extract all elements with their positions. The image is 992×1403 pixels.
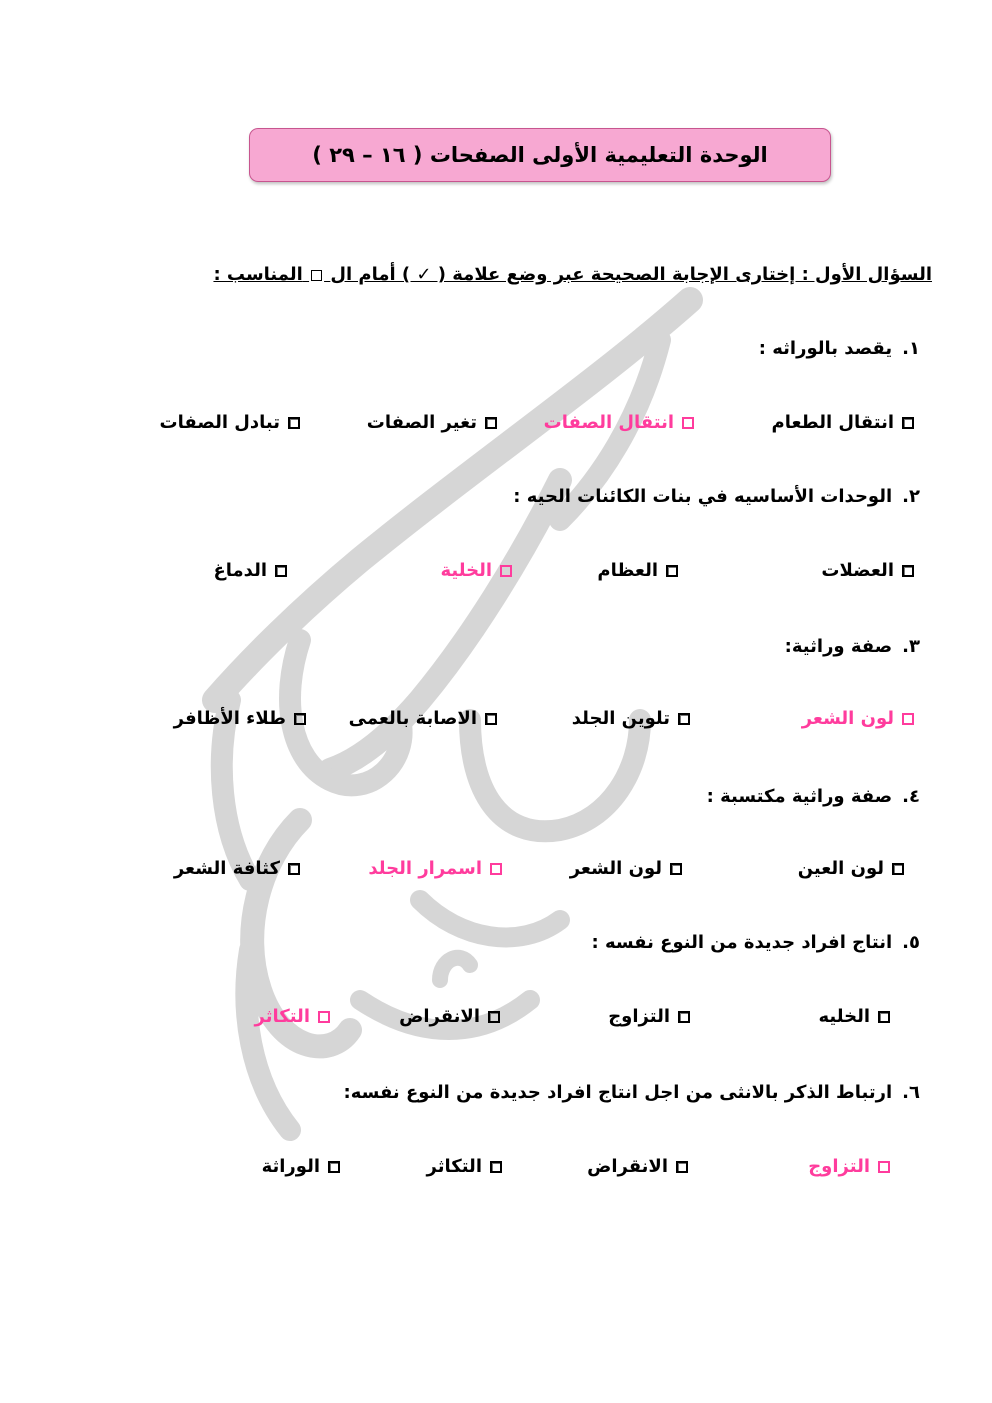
answer-option-label: الخليه	[818, 1006, 870, 1027]
checkbox-icon[interactable]	[902, 713, 914, 725]
answer-option-label: تبادل الصفات	[159, 412, 280, 433]
answer-option-label: التزاوج	[608, 1006, 670, 1027]
checkbox-icon[interactable]	[288, 863, 300, 875]
unit-title-banner	[249, 128, 831, 182]
instruction-text-end: المناسب :	[213, 264, 303, 285]
question-4	[707, 786, 920, 807]
question-instruction	[213, 264, 932, 285]
answer-option[interactable]	[262, 1156, 340, 1177]
answer-option[interactable]	[818, 1006, 890, 1027]
answer-option[interactable]	[802, 708, 914, 729]
checkbox-icon[interactable]	[878, 1011, 890, 1023]
answer-option-label: الوراثة	[261, 1156, 320, 1177]
answer-option-label: تغير الصفات	[366, 412, 477, 433]
question-number: ١.	[902, 338, 920, 359]
checkbox-icon[interactable]	[490, 1161, 502, 1173]
checkbox-icon[interactable]	[485, 713, 497, 725]
checkbox-icon[interactable]	[678, 1011, 690, 1023]
checkbox-icon[interactable]	[878, 1161, 890, 1173]
question-number: ٤.	[902, 786, 920, 807]
answer-option[interactable]	[597, 560, 678, 581]
instruction-text-start: السؤال الأول : إختارى الإجابة الصحيحة عبر وضع علامة ( ✓ ) أمام ال	[330, 264, 932, 285]
answer-option[interactable]	[772, 412, 914, 433]
checkbox-icon[interactable]	[500, 565, 512, 577]
answer-option[interactable]	[399, 1006, 500, 1027]
answer-option-label: طلاء الأظافر	[173, 708, 286, 729]
answer-option[interactable]	[570, 858, 682, 879]
answer-option-label: الانقراض	[587, 1156, 668, 1177]
answer-option-label: التكاثر	[254, 1006, 310, 1027]
question-3	[785, 636, 920, 657]
answer-option-label: الاصابة بالعمى	[348, 708, 477, 729]
checkbox-symbol-icon	[311, 270, 322, 281]
answer-option[interactable]	[440, 560, 512, 581]
answer-option-label: التزاوج	[808, 1156, 870, 1177]
question-text: صفة وراثية:	[784, 636, 893, 657]
checkbox-icon[interactable]	[682, 417, 694, 429]
answer-option[interactable]	[368, 858, 502, 879]
question-number: ٣.	[902, 636, 920, 657]
question-text: صفة وراثية مكتسبة :	[706, 786, 893, 807]
checkbox-icon[interactable]	[678, 713, 690, 725]
answer-option[interactable]	[160, 412, 300, 433]
checkbox-icon[interactable]	[275, 565, 287, 577]
answer-option[interactable]	[808, 1156, 890, 1177]
answer-option[interactable]	[798, 858, 904, 879]
answer-option-label: العظام	[597, 560, 658, 581]
answer-option[interactable]	[367, 412, 497, 433]
question-6	[344, 1082, 920, 1103]
answer-option[interactable]	[427, 1156, 502, 1177]
question-1	[759, 338, 920, 359]
question-text: الوحدات الأساسيه في بنات الكائنات الحيه :	[513, 486, 893, 507]
answer-option[interactable]	[608, 1006, 690, 1027]
checkbox-icon[interactable]	[485, 417, 497, 429]
answer-option-label: العضلات	[821, 560, 894, 581]
checkbox-icon[interactable]	[902, 417, 914, 429]
answer-option[interactable]	[544, 412, 694, 433]
question-text: ارتباط الذكر بالانثى من اجل انتاج افراد جديدة من النوع نفسه:	[343, 1082, 893, 1103]
answer-option-label: التكاثر	[426, 1156, 482, 1177]
unit-title: الوحدة التعليمية الأولى الصفحات ( ١٦ – ٢٩ )	[312, 143, 768, 167]
answer-option-label: الانقراض	[399, 1006, 480, 1027]
question-text: يقصد بالوراثه :	[758, 338, 893, 359]
checkbox-icon[interactable]	[676, 1161, 688, 1173]
answer-option[interactable]	[587, 1156, 688, 1177]
checkbox-icon[interactable]	[902, 565, 914, 577]
answer-option-label: انتقال الصفات	[543, 412, 674, 433]
checkbox-icon[interactable]	[294, 713, 306, 725]
question-number: ٢.	[902, 486, 920, 507]
answer-option[interactable]	[174, 858, 300, 879]
checkbox-icon[interactable]	[892, 863, 904, 875]
answer-option[interactable]	[572, 708, 690, 729]
answer-option-label: لون العين	[797, 858, 884, 879]
checkbox-icon[interactable]	[670, 863, 682, 875]
question-number: ٦.	[902, 1082, 920, 1103]
checkbox-icon[interactable]	[666, 565, 678, 577]
question-5	[591, 932, 920, 953]
checkbox-icon[interactable]	[488, 1011, 500, 1023]
answer-option-label: اسمرار الجلد	[368, 858, 482, 879]
question-number: ٥.	[902, 932, 920, 953]
answer-option[interactable]	[174, 708, 306, 729]
checkbox-icon[interactable]	[490, 863, 502, 875]
answer-option[interactable]	[213, 560, 287, 581]
question-text: انتاج افراد جديدة من النوع نفسه :	[591, 932, 893, 953]
checkbox-icon[interactable]	[288, 417, 300, 429]
answer-option-label: انتقال الطعام	[771, 412, 894, 433]
answer-option-label: لون الشعر	[801, 708, 894, 729]
answer-option[interactable]	[349, 708, 497, 729]
checkbox-icon[interactable]	[318, 1011, 330, 1023]
answer-option-label: كثافة الشعر	[173, 858, 280, 879]
checkbox-icon[interactable]	[328, 1161, 340, 1173]
question-2	[513, 486, 920, 507]
answer-option[interactable]	[255, 1006, 330, 1027]
answer-option-label: تلوين الجلد	[571, 708, 670, 729]
answer-option-label: الدماغ	[213, 560, 267, 581]
answer-option-label: الخلية	[440, 560, 492, 581]
answer-option[interactable]	[821, 560, 914, 581]
answer-option-label: لون الشعر	[569, 858, 662, 879]
